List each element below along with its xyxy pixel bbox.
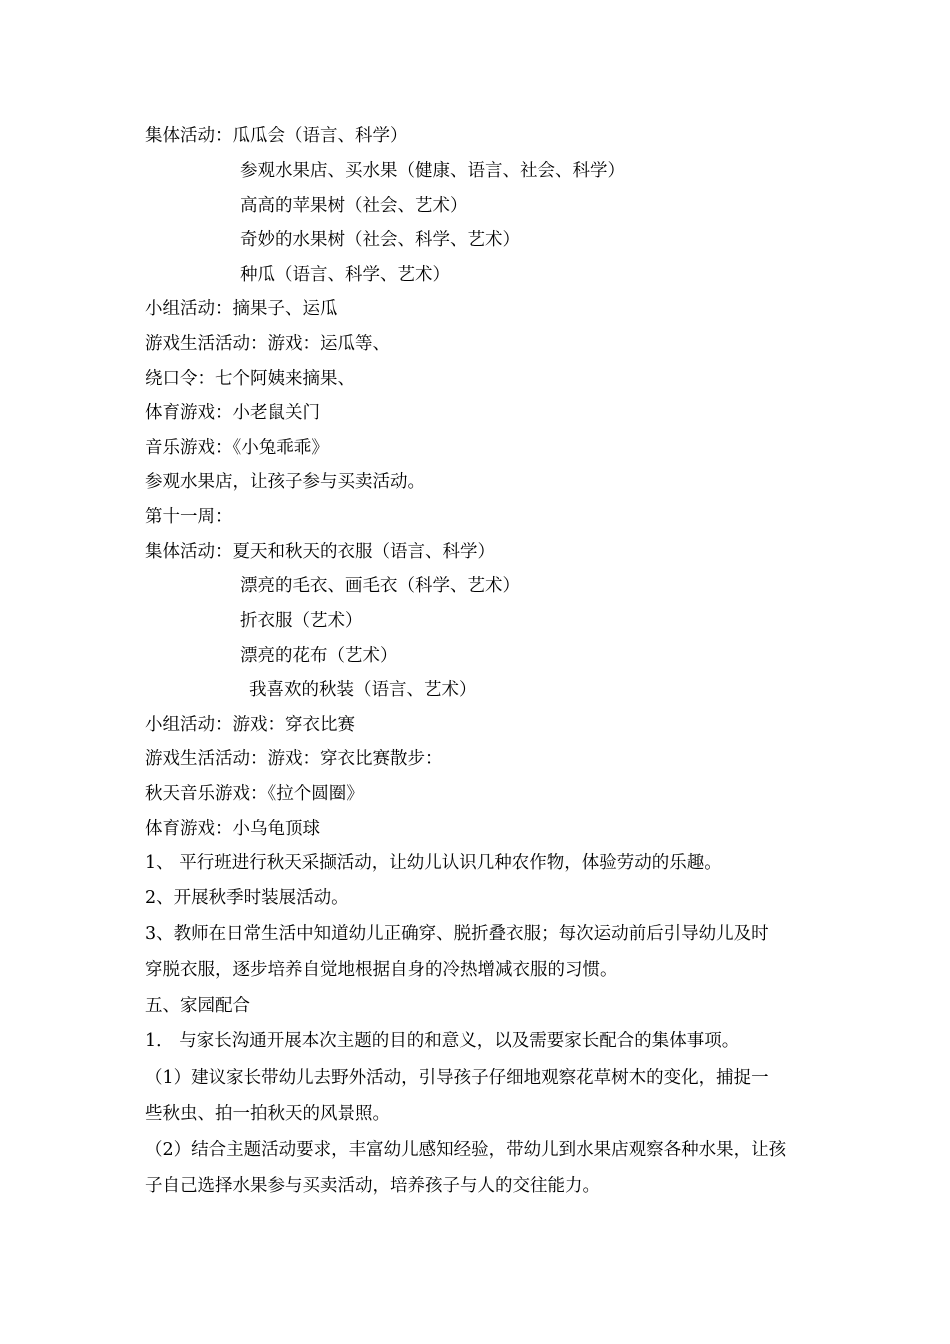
section-heading: 五、家园配合 — [145, 996, 250, 1016]
text-line: 体育游戏：小老鼠关门 — [145, 403, 320, 423]
text-line: 穿脱衣服，逐步培养自觉地根据自身的冷热增减衣服的习惯。 — [145, 960, 618, 980]
text-line: 种瓜（语言、科学、艺术） — [240, 265, 450, 285]
text-line: 子自己选择水果参与买卖活动，培养孩子与人的交往能力。 — [145, 1176, 600, 1196]
text-line: 体育游戏：小乌龟顶球 — [145, 819, 320, 839]
text-line: 秋天音乐游戏：《拉个圆圈》 — [145, 784, 364, 804]
text-line: 小组活动：游戏：穿衣比赛 — [145, 715, 355, 735]
text-line: 参观水果店、买水果（健康、语言、社会、科学） — [240, 161, 625, 181]
text-line: 绕口令：七个阿姨来摘果、 — [145, 369, 355, 389]
text-line: 1． 与家长沟通开展本次主题的目的和意义，以及需要家长配合的集体事项。 — [145, 1031, 740, 1051]
text-line: （2）结合主题活动要求，丰富幼儿感知经验，带幼儿到水果店观察各种水果，让孩 — [145, 1140, 787, 1160]
text-line: 游戏生活活动：游戏：运瓜等、 — [145, 334, 390, 354]
text-line: 奇妙的水果树（社会、科学、艺术） — [240, 230, 520, 250]
text-line: 集体活动：瓜瓜会（语言、科学） — [145, 126, 408, 146]
text-line: 3、教师在日常生活中知道幼儿正确穿、脱折叠衣服；每次运动前后引导幼儿及时 — [145, 924, 769, 944]
text-line: 小组活动：摘果子、运瓜 — [145, 299, 338, 319]
text-line: 第十一周： — [145, 507, 233, 527]
text-line: 漂亮的毛衣、画毛衣（科学、艺术） — [240, 576, 520, 596]
text-line: 音乐游戏：《小兔乖乖》 — [145, 438, 329, 458]
text-line: 折衣服（艺术） — [240, 611, 363, 631]
text-line: 漂亮的花布（艺术） — [240, 646, 398, 666]
text-line: 2、开展秋季时装展活动。 — [145, 888, 349, 908]
text-line: 1、 平行班进行秋天采撷活动，让幼儿认识几种农作物，体验劳动的乐趣。 — [145, 853, 722, 873]
text-line: 高高的苹果树（社会、艺术） — [240, 196, 468, 216]
text-line: 我喜欢的秋装（语言、艺术） — [249, 680, 477, 700]
text-line: （1）建议家长带幼儿去野外活动，引导孩子仔细地观察花草树木的变化，捕捉一 — [145, 1068, 769, 1088]
text-line: 游戏生活活动：游戏：穿衣比赛散步： — [145, 749, 443, 769]
text-line: 参观水果店，让孩子参与买卖活动。 — [145, 472, 425, 492]
text-line: 集体活动：夏天和秋天的衣服（语言、科学） — [145, 542, 495, 562]
text-line: 些秋虫、拍一拍秋天的风景照。 — [145, 1104, 390, 1124]
